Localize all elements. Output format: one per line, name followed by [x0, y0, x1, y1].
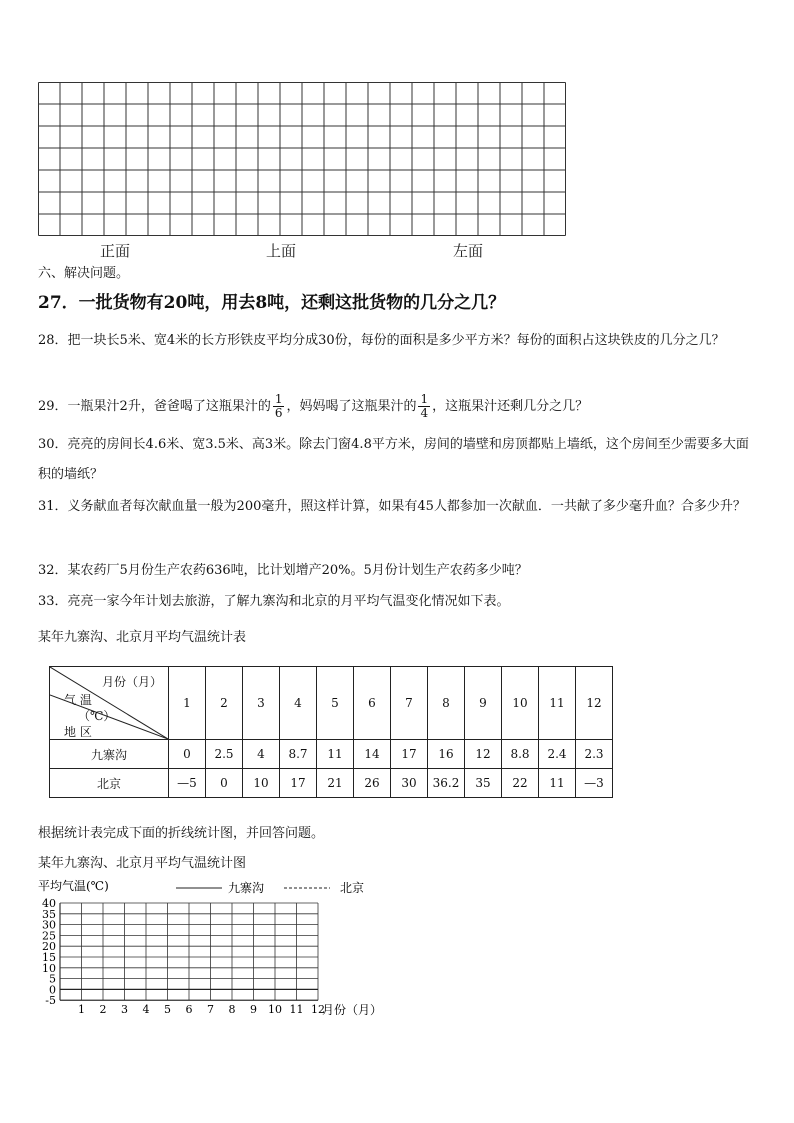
- table-cell: 36.2: [428, 769, 465, 798]
- fraction-one-sixth: $\frac{1}{6}$: [274, 392, 283, 420]
- y-tick-label: 30: [42, 918, 56, 932]
- table-cell: 21: [317, 769, 354, 798]
- table-row: [50, 740, 613, 769]
- top-view-label: 上面: [266, 242, 297, 260]
- x-tick-label: 2: [99, 1003, 107, 1017]
- table-header-row: [50, 667, 613, 740]
- y-tick-label: 0: [49, 983, 56, 997]
- x-tick-label: 8: [228, 1003, 236, 1017]
- x-tick-label: 10: [268, 1003, 282, 1017]
- question-31: 31．义务献血者每次献血量一般为200毫升，照这样计算，如果有45人都参加一次献血．一共献了多少毫升血？合多少升？: [38, 499, 746, 514]
- x-tick-label: 7: [207, 1003, 214, 1017]
- y-axis-label: 平均气温(℃): [38, 879, 109, 893]
- x-tick-label: 3: [121, 1003, 128, 1017]
- header-month-label: 月份（月）: [102, 675, 163, 689]
- table-cell: 22: [502, 769, 539, 798]
- chart-grid: [60, 903, 318, 1000]
- table-row: [50, 769, 613, 798]
- q29-text-b: ，妈妈喝了这瓶果汁的: [286, 399, 417, 414]
- table-cell: 26: [354, 769, 391, 798]
- table-cell: 11: [317, 740, 354, 769]
- table-corner-header: [50, 667, 169, 740]
- month-header: 4: [280, 667, 317, 740]
- table-cell: 8.7: [280, 740, 317, 769]
- month-header: 8: [428, 667, 465, 740]
- month-header: 1: [169, 667, 206, 740]
- chart-title: 某年九寨沟、北京月平均气温统计图: [38, 856, 247, 871]
- header-unit-label: （℃）: [78, 709, 116, 723]
- y-tick-label: 20: [42, 940, 56, 954]
- table-cell: 30: [391, 769, 428, 798]
- month-header: 5: [317, 667, 354, 740]
- table-cell: 0: [169, 740, 206, 769]
- front-view-label: 正面: [100, 242, 131, 260]
- table-cell: 16: [428, 740, 465, 769]
- table-cell: 11: [539, 769, 576, 798]
- table-cell: 2.5: [206, 740, 243, 769]
- table-cell: 8.8: [502, 740, 539, 769]
- x-axis-label: 月份（月）: [322, 1003, 383, 1017]
- x-tick-labels: [78, 1003, 325, 1016]
- q29-text-c: ，这瓶果汁还剩几分之几？: [432, 399, 589, 414]
- question-29: [38, 392, 760, 422]
- month-header: 9: [465, 667, 502, 740]
- region-name: 北京: [50, 769, 169, 798]
- chart-instruction: 根据统计表完成下面的折线统计图，并回答问题。: [38, 826, 325, 841]
- legend-label-jiuzhaigou: 九寨沟: [228, 881, 265, 895]
- y-tick-label: 40: [42, 897, 56, 910]
- drawing-grid: [38, 82, 566, 236]
- table-cell: 2.4: [539, 740, 576, 769]
- table-title: 某年九寨沟、北京月平均气温统计表: [38, 630, 247, 645]
- x-tick-label: 9: [250, 1003, 257, 1017]
- table-cell: 2.3: [576, 740, 613, 769]
- table-cell: 17: [391, 740, 428, 769]
- table-cell: 10: [243, 769, 280, 798]
- x-tick-label: 6: [185, 1003, 193, 1017]
- y-tick-label: -5: [45, 994, 56, 1008]
- month-header: 10: [502, 667, 539, 740]
- month-header: 3: [243, 667, 280, 740]
- fraction-one-fourth: $\frac{1}{4}$: [420, 392, 429, 420]
- table-cell: 14: [354, 740, 391, 769]
- section-title: 六、解决问题。: [38, 266, 130, 281]
- line-chart: [30, 874, 390, 1049]
- y-tick-label: 35: [42, 907, 56, 921]
- x-tick-label: 5: [164, 1003, 171, 1017]
- left-view-label: 左面: [453, 242, 484, 260]
- legend-label-beijing: 北京: [340, 881, 365, 895]
- table-cell: 17: [280, 769, 317, 798]
- y-tick-label: 5: [49, 972, 56, 986]
- table-cell: —5: [169, 769, 206, 798]
- x-tick-label: 1: [78, 1003, 85, 1017]
- temperature-table: [49, 666, 613, 798]
- month-header: 11: [539, 667, 576, 740]
- table-cell: —3: [576, 769, 613, 798]
- q29-text-a: 29．一瓶果汁2升，爸爸喝了这瓶果汁的: [38, 399, 271, 414]
- table-cell: 35: [465, 769, 502, 798]
- month-header: 6: [354, 667, 391, 740]
- month-header: 12: [576, 667, 613, 740]
- question-30: 30．亮亮的房间长4.6米、宽3.5米、高3米。除去门窗4.8平方米，房间的墙壁和房顶都贴上墙纸，这个房间至少需要多大面积的墙纸？: [38, 437, 749, 482]
- header-region-label: 地 区: [64, 725, 92, 739]
- x-tick-label: 11: [289, 1003, 304, 1017]
- table-cell: 12: [465, 740, 502, 769]
- x-tick-label: 12: [311, 1003, 325, 1017]
- question-27: 27．一批货物有20吨，用去8吨，还剩这批货物的几分之几？: [38, 293, 506, 313]
- y-tick-label: 15: [42, 951, 56, 964]
- header-temp-label: 气 温: [64, 693, 92, 707]
- question-33: 33．亮亮一家今年计划去旅游，了解九寨沟和北京的月平均气温变化情况如下表。: [38, 594, 510, 609]
- table-cell: 0: [206, 769, 243, 798]
- y-tick-label: 10: [42, 961, 56, 975]
- x-tick-label: 4: [142, 1003, 150, 1017]
- y-tick-labels: [42, 897, 56, 1007]
- month-header: 7: [391, 667, 428, 740]
- month-header: 2: [206, 667, 243, 740]
- y-tick-label: 25: [42, 929, 56, 943]
- region-name: 九寨沟: [50, 740, 169, 769]
- question-28: 28．把一块长5米、宽4米的长方形铁皮平均分成30份，每份的面积是多少平方米？每份的面积占这块铁皮的几分之几？: [38, 333, 725, 348]
- table-cell: 4: [243, 740, 280, 769]
- question-32: 32．某农药厂5月份生产农药636吨，比计划增产20%。5月份计划生产农药多少吨？: [38, 563, 528, 578]
